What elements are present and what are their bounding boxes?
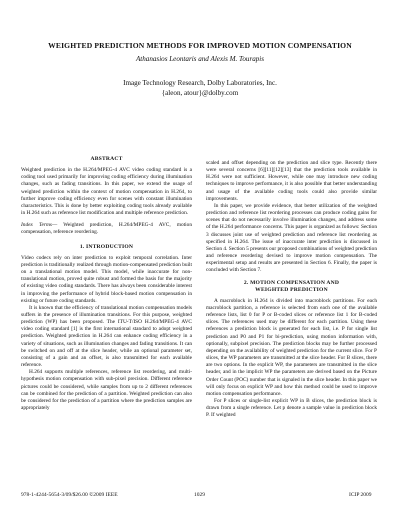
paper-title: WEIGHTED PREDICTION METHODS FOR IMPROVED MOTION COMPENSATION [48, 41, 352, 50]
abstract-text: Weighted prediction in the H.264/MPEG-4 AVC video coding standard is a coding tool used primarily for improving coding efficiency during illumination changes, such as fading transitions. In this paper, we extend the usage of weighted prediction within the context of motion compensation in H.264, to further improve coding efficiency even for scenes with constant illumination characteristics. This is done by better exploiting coding tools already available in H.264 such as reference list modification and multiple reference prediction. [21, 167, 192, 217]
section2-heading [206, 280, 377, 294]
affiliation: Image Technology Research, Dolby Laboratories, Inc. [123, 79, 277, 87]
section2-heading-line1: 2. MOTION COMPENSATION AND [243, 279, 340, 286]
section2-paragraph: For P slices or single-list explicit WP in B slices, the prediction block is drawn from a single reference. Let p denote a sample value in prediction block P. If weighted [206, 398, 377, 419]
right-column [206, 160, 377, 419]
footer-page-number: 1029 [194, 492, 205, 498]
intro-paragraph: Video codecs rely on inter prediction to exploit temporal correlation. Inter prediction is traditionally realized through motion-compensated prediction built on a translational motion model. This model, while inaccurate for non-translational motion, proved quite robust and formed the basis for the majority of existing video coding standards. There has always been considerable interest in improving the performance of hybrid block-based motion compensation in existing or future coding standards. [21, 254, 192, 304]
footer-conference: ICIP 2009 [349, 492, 372, 498]
intro-paragraph: It is known that the efficiency of translational motion compensation models suffers in the presence of illumination transitions. For this purpose, weighted prediction (WP) has been proposed. The ITU-T/ISO H.264/MPEG-4 AVC video coding standard [1] is the first international standard to adopt weighted prediction. Weighted prediction in H.264 can enhance coding efficiency in a variety of situations, such as illumination changes and fading transitions. It can be switched on and off at the slice header, while an optional parameter set, consisting of a gain and an offset, is also transmitted for each available reference. [21, 304, 192, 369]
intro-heading: 1. INTRODUCTION [79, 243, 134, 250]
index-terms [21, 222, 192, 236]
footer-copyright: 978-1-4244-5654-3/09/$26.00 ©2009 IEEE [21, 492, 118, 498]
intro-paragraph: H.264 supports multiple references, reference list reordering, and multi-hypothesis motion compensation with sub-pixel precision. Different reference pictures could be considered, while samples from up to 2 different references can be combined for the prediction of a partition. Weighted prediction can also be considered for the prediction of a partition where the prediction samples are appropriately [21, 369, 192, 411]
email: {aleon, atour}@dolby.com [161, 88, 239, 97]
paper-affiliation-block [0, 79, 400, 98]
section2-heading-line2: WEIGHTED PREDICTION [255, 286, 328, 293]
section2-paragraph: A macroblock in H.264 is divided into macroblock partitions. For each macroblock partition, a reference is selected from each one of the available reference lists, list 0 for P or B-coded slices or reference list 1 for B-coded slices. The references used may be different for each partition. Using these references a prediction block is generated for each list, i.e. P for single list prediction and P0 and P1 for bi-prediction, using motion information with, optionally, subpixel precision. The prediction blocks may be further processed depending on the availability of weighted prediction for the current slice. For P slices, the WP parameters are transmitted at the slice header. For B slices, there are two options. In the explicit WP, the parameters are transmitted in the slice header, and in the implicit WP the parameters are derived based on the Picture Order Count (POC) number that is signaled in the slice header. In this paper we will only focus on explicit WP and how this method could be used to improve motion compensation performance. [206, 297, 377, 397]
intro-continued-paragraph: In this paper, we provide evidence, that better utilization of the weighted prediction and reference list reordering processes can produce coding gains for scenes that do not necessarily involve illumination changes, and address some of the H.264 performance concerns. This paper is organized as follows: Section 3 discusses joint use of weighted prediction and reference list reordering as specified in H.264. The issue of inaccurate inter prediction is discussed in Section 4. Section 5 presents our proposed combinations of weighted prediction and reference reordering devised to improve motion compensation. The experimental setup and results are presented in Section 6. Finally, the paper is concluded with Section 7. [206, 202, 377, 274]
index-terms-text: — Weighted prediction, H.264/MPEG-4 AVC, motion compensation, reference reordering. [21, 222, 192, 236]
abstract-heading: ABSTRACT [90, 156, 123, 162]
index-terms-label: Index Terms [21, 222, 52, 229]
left-column [21, 156, 192, 412]
intro-continued-paragraph: scaled and offset depending on the prediction and slice type. Recently there were several concerns [6][11][12][13] that the prediction tools available in H.264 were not sufficient. However, while one may introduce new coding techniques to improve performance, it is also possible that better understanding and usage of the available coding tools could also provide similar improvements. [206, 160, 377, 202]
paper-authors: Athanasios Leontaris and Alexis M. Tourapis [135, 55, 265, 63]
